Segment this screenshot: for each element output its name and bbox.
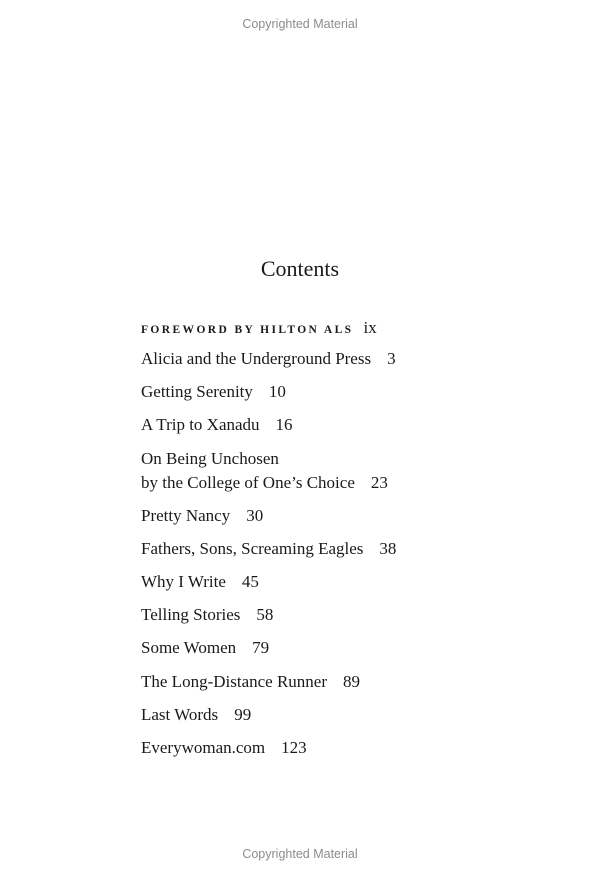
toc-entry-title: A Trip to Xanadu (141, 415, 260, 434)
toc-entry-page: 99 (234, 705, 252, 724)
toc-entry[interactable] (141, 504, 263, 528)
toc-entry-page: 3 (387, 349, 396, 368)
toc-entry[interactable] (141, 703, 251, 727)
toc-entry-foreword[interactable] (141, 316, 377, 342)
toc-entry-title: Why I Write (141, 572, 226, 591)
toc-entry-title: On Being Unchosen (141, 449, 279, 468)
toc-entry-page: 45 (241, 572, 259, 591)
toc-entry[interactable] (141, 413, 293, 437)
toc-entry[interactable] (141, 537, 396, 561)
toc-entry-title: Everywoman.com (141, 738, 266, 757)
toc-entry-page: 89 (343, 672, 360, 691)
toc-entry-title-line2: by the College of One’s Choice (141, 473, 355, 492)
toc-entry[interactable] (141, 380, 286, 404)
toc-entry[interactable] (141, 347, 396, 371)
toc-entry[interactable] (141, 670, 360, 694)
toc-entry[interactable] (141, 603, 273, 627)
toc-entry-page: 38 (379, 539, 397, 558)
toc-entry-title: Fathers, Sons, Screaming Eagles (141, 539, 364, 558)
toc-entry-title: The Long-Distance Runner (141, 672, 327, 691)
toc-entry-title: Some Women (141, 638, 237, 657)
toc-entry-title: Pretty Nancy (141, 506, 231, 525)
toc-entry-title: Alicia and the Underground Press (141, 349, 372, 368)
toc-entry-title: FOREWORD BY HILTON ALS (141, 324, 354, 336)
page-title: Contents (260, 256, 340, 281)
toc-entry[interactable] (141, 447, 388, 495)
toc-entry-title: Last Words (141, 705, 219, 724)
toc-entry-page: 23 (370, 473, 388, 492)
toc-entry[interactable] (141, 570, 259, 594)
toc-entry-title: Getting Serenity (141, 382, 253, 401)
toc-entry-page: 79 (252, 638, 270, 657)
toc-entry-page: 123 (281, 738, 307, 757)
toc-entry-page: 16 (275, 415, 293, 434)
copyright-watermark-top: Copyrighted Material (242, 17, 358, 31)
toc-entry[interactable] (141, 636, 269, 660)
toc-entry-page: 30 (246, 506, 264, 525)
copyright-watermark-bottom: Copyrighted Material (242, 847, 358, 861)
toc-entry[interactable] (141, 736, 307, 760)
toc-entry-title: Telling Stories (141, 605, 241, 624)
toc-entry-page: 10 (268, 382, 286, 401)
toc-entry-page: 58 (256, 605, 274, 624)
toc-entry-page: ix (363, 318, 377, 337)
